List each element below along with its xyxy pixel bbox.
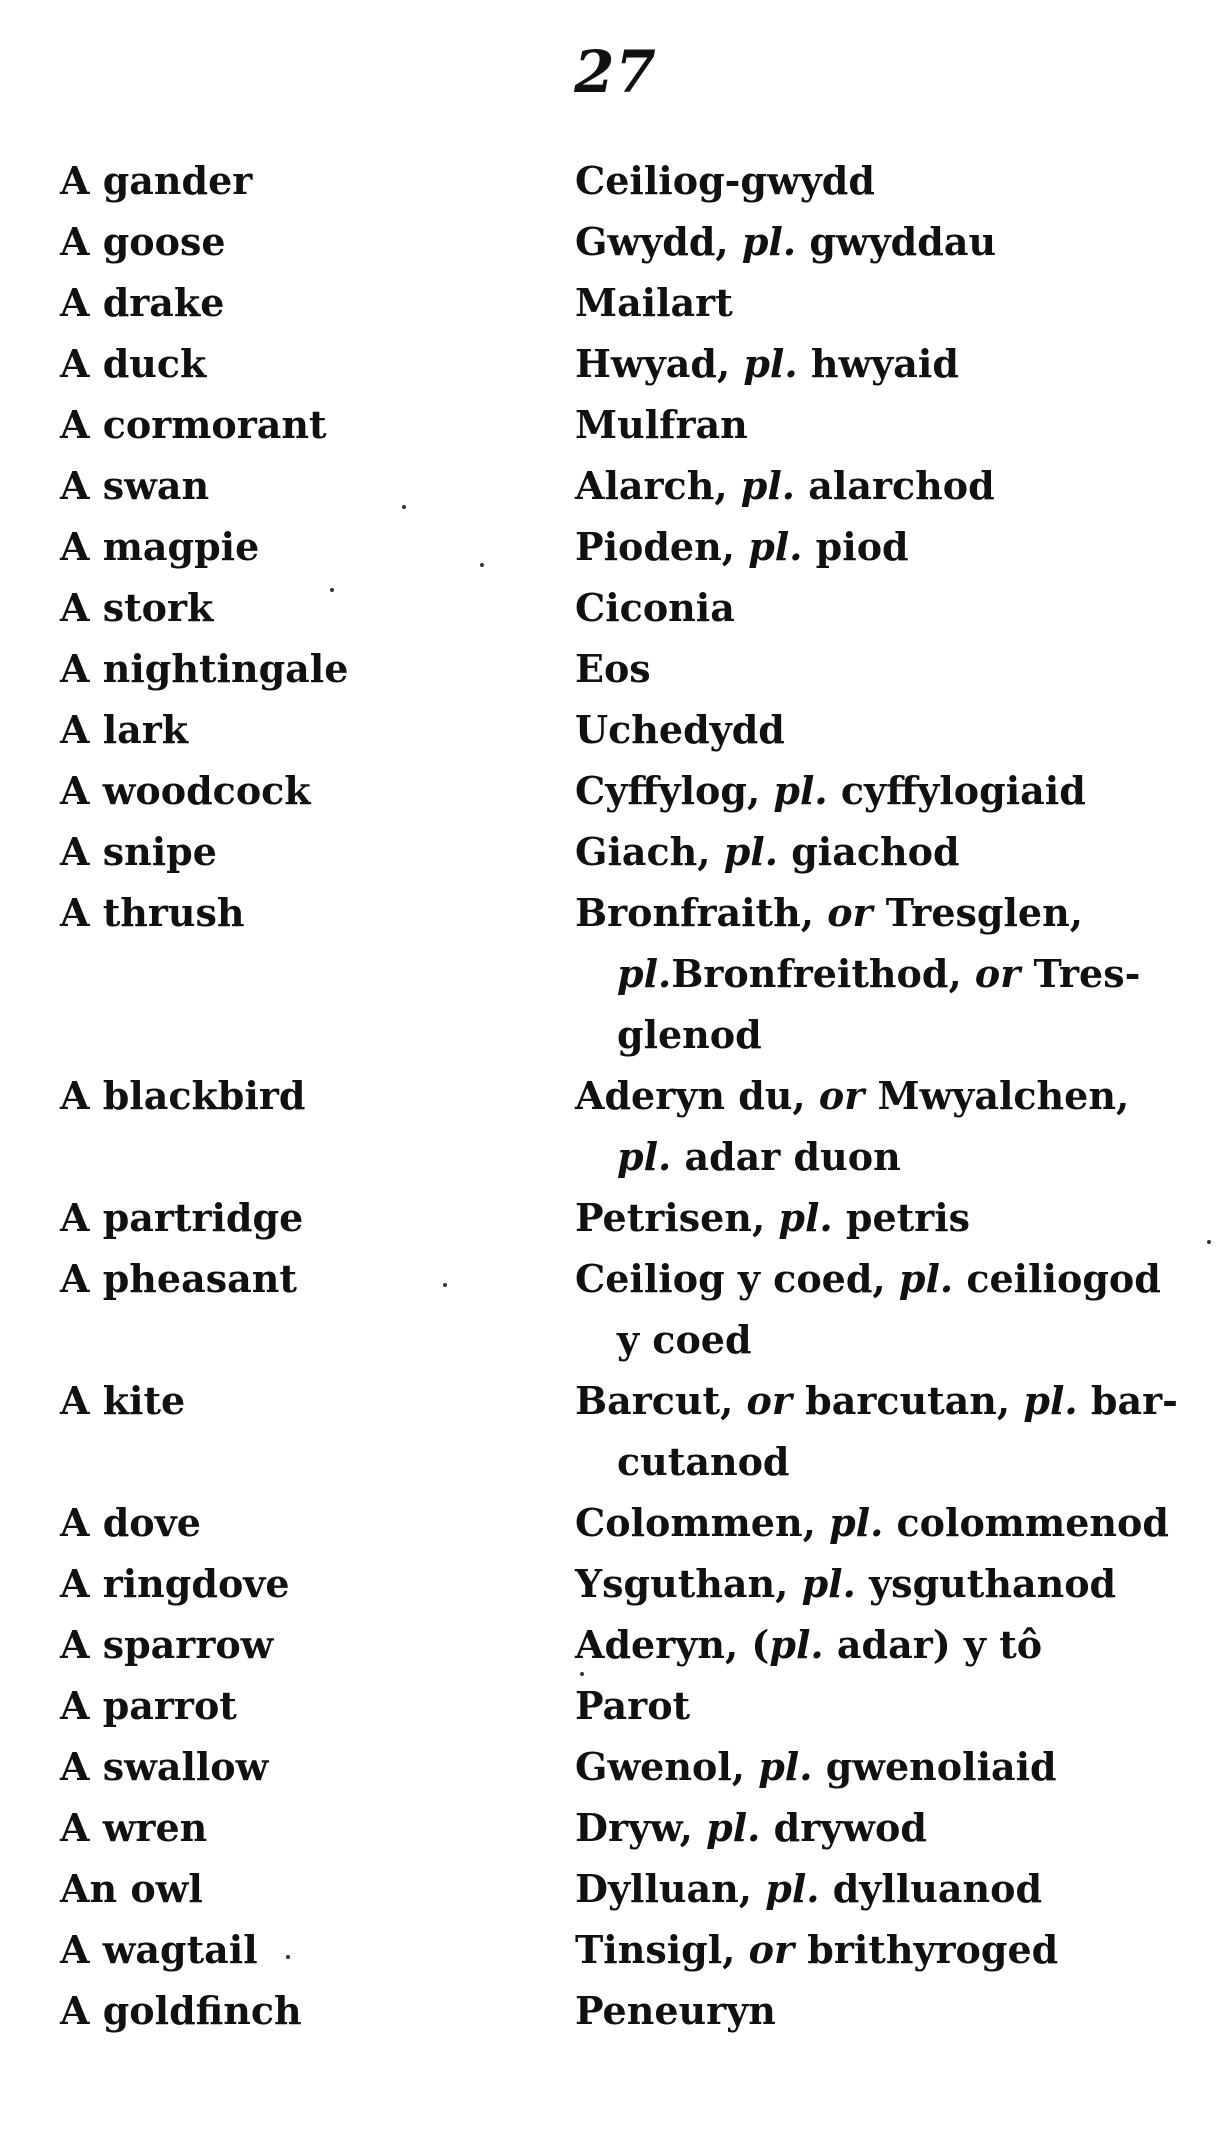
translation-text: Dryw,: [575, 1805, 707, 1850]
vocabulary-row: [0, 1370, 1231, 1492]
translation-text: Mailart: [575, 280, 733, 325]
english-term: A goose: [60, 219, 226, 264]
english-term: A lark: [60, 707, 189, 752]
welsh-translation: [575, 699, 1095, 760]
welsh-translation: [575, 1736, 1095, 1797]
welsh-translation: [575, 1187, 1095, 1248]
italic-abbreviation: pl.: [801, 1561, 856, 1606]
translation-text: Dylluan,: [575, 1866, 766, 1911]
english-term: A woodcock: [60, 768, 311, 813]
italic-abbreviation: pl.: [617, 1134, 672, 1179]
welsh-translation: [575, 150, 1095, 211]
english-term: A thrush: [60, 890, 245, 935]
italic-abbreviation: or: [974, 951, 1021, 996]
translation-line: [575, 150, 1095, 211]
translation-text: drywod: [760, 1805, 927, 1850]
italic-abbreviation: or: [748, 1927, 795, 1972]
translation-line: [575, 1614, 1095, 1675]
italic-abbreviation: or: [827, 890, 873, 935]
italic-abbreviation: pl.: [765, 1866, 820, 1911]
vocabulary-row: [0, 1980, 1231, 2041]
translation-text: giachod: [777, 829, 960, 874]
welsh-translation: [575, 455, 1095, 516]
translation-text: Aderyn, (: [575, 1622, 770, 1667]
translation-text: glenod: [617, 1012, 762, 1057]
italic-abbreviation: pl.: [741, 219, 797, 264]
welsh-translation: [575, 333, 1095, 394]
translation-text: Tresglen,: [872, 890, 1083, 935]
translation-line: [575, 1065, 1130, 1126]
welsh-translation: [575, 1614, 1095, 1675]
english-term: A magpie: [60, 524, 260, 569]
english-term: A gander: [60, 158, 253, 203]
translation-text: colommenod: [883, 1500, 1169, 1545]
translation-text: Tinsigl,: [575, 1927, 749, 1972]
translation-text: Ysguthan,: [575, 1561, 802, 1606]
translation-line: [575, 1187, 1095, 1248]
translation-text: Hwyad,: [575, 341, 744, 386]
translation-line: [575, 1797, 1095, 1858]
translation-line: [575, 1431, 1095, 1492]
vocabulary-row: [0, 394, 1231, 455]
english-term: A ringdove: [60, 1561, 290, 1606]
page-number: 27: [574, 38, 657, 106]
translation-text: Gwenol,: [575, 1744, 759, 1789]
translation-text: Mwyalchen,: [864, 1073, 1130, 1118]
welsh-translation: [575, 577, 1095, 638]
translation-text: y coed: [617, 1317, 752, 1362]
welsh-translation: [575, 1858, 1095, 1919]
english-term: A duck: [60, 341, 207, 386]
translation-text: ceiliogod: [953, 1256, 1161, 1301]
translation-text: Ceiliog-gwydd: [575, 158, 875, 203]
english-term: A pheasant: [60, 1256, 297, 1301]
translation-line: [575, 699, 1095, 760]
print-speck: [286, 1955, 290, 1959]
italic-abbreviation: pl.: [778, 1195, 833, 1240]
print-speck: [580, 1672, 584, 1676]
welsh-translation: [575, 1980, 1095, 2041]
english-term: A wren: [60, 1805, 208, 1850]
vocabulary-row: [0, 638, 1231, 699]
translation-line: [575, 211, 1095, 272]
translation-line: [575, 1309, 1095, 1370]
vocabulary-row: [0, 1919, 1231, 1980]
welsh-translation: [575, 1065, 1130, 1187]
translation-text: Parot: [575, 1683, 691, 1728]
vocabulary-row: [0, 455, 1231, 516]
vocabulary-row: [0, 1797, 1231, 1858]
welsh-translation: [575, 1370, 1178, 1492]
translation-text: Peneuryn: [575, 1988, 776, 2033]
english-term: A swallow: [60, 1744, 269, 1789]
translation-text: Tres-: [1020, 951, 1141, 996]
vocabulary-row: [0, 699, 1231, 760]
italic-abbreviation: pl.: [769, 1622, 824, 1667]
print-speck: [443, 1283, 447, 1287]
translation-line: [575, 1858, 1095, 1919]
italic-abbreviation: pl.: [748, 524, 803, 569]
italic-abbreviation: pl.: [617, 951, 672, 996]
welsh-translation: [575, 821, 1095, 882]
english-term: A parrot: [60, 1683, 237, 1728]
translation-line: [575, 1126, 1095, 1187]
english-term: A swan: [60, 463, 210, 508]
vocabulary-row: [0, 150, 1231, 211]
english-term: A cormorant: [60, 402, 327, 447]
translation-text: Mulfran: [575, 402, 748, 447]
translation-text: Eos: [575, 646, 651, 691]
english-term: A snipe: [60, 829, 217, 874]
translation-line: [575, 943, 1141, 1004]
translation-line: [575, 455, 1095, 516]
translation-line: [575, 760, 1095, 821]
vocabulary-row: [0, 1858, 1231, 1919]
english-term: A stork: [60, 585, 214, 630]
welsh-translation: [575, 394, 1095, 455]
translation-text: ysguthanod: [855, 1561, 1117, 1606]
english-term: A drake: [60, 280, 225, 325]
welsh-translation: [575, 516, 1095, 577]
translation-text: Cyffylog,: [575, 768, 774, 813]
vocabulary-row: [0, 1675, 1231, 1736]
translation-text: bar-: [1077, 1378, 1178, 1423]
vocabulary-row: [0, 1248, 1231, 1370]
translation-line: [575, 272, 1095, 333]
vocabulary-row: [0, 1553, 1231, 1614]
print-speck: [402, 505, 406, 509]
welsh-translation: [575, 760, 1095, 821]
translation-text: Giach,: [575, 829, 724, 874]
translation-text: Barcut,: [575, 1378, 747, 1423]
english-term: A sparrow: [60, 1622, 274, 1667]
welsh-translation: [575, 1797, 1095, 1858]
translation-text: Petrisen,: [575, 1195, 779, 1240]
translation-text: Ciconia: [575, 585, 735, 630]
translation-line: [575, 1370, 1178, 1431]
vocabulary-row: [0, 211, 1231, 272]
italic-abbreviation: or: [746, 1378, 792, 1423]
translation-text: Gwydd,: [575, 219, 742, 264]
translation-text: Alarch,: [575, 463, 741, 508]
translation-text: gwenoliaid: [812, 1744, 1057, 1789]
italic-abbreviation: pl.: [773, 768, 828, 813]
translation-text: adar duon: [671, 1134, 901, 1179]
translation-text: brithyroged: [794, 1927, 1059, 1972]
translation-line: [575, 1675, 1095, 1736]
translation-text: alarchod: [795, 463, 995, 508]
english-term: A dove: [60, 1500, 201, 1545]
translation-text: Colommen,: [575, 1500, 830, 1545]
translation-line: [575, 1248, 1161, 1309]
english-term: A goldfinch: [60, 1988, 302, 2033]
vocabulary-row: [0, 1065, 1231, 1187]
print-speck: [480, 563, 484, 567]
vocabulary-row: [0, 1492, 1231, 1553]
italic-abbreviation: pl.: [706, 1805, 761, 1850]
translation-line: [575, 333, 1095, 394]
translation-text: Pioden,: [575, 524, 749, 569]
vocabulary-row: [0, 272, 1231, 333]
vocabulary-row: [0, 516, 1231, 577]
translation-line: [575, 1553, 1117, 1614]
translation-text: Bronfreithod,: [671, 951, 975, 996]
translation-line: [575, 1492, 1169, 1553]
translation-text: petris: [832, 1195, 971, 1240]
welsh-translation: [575, 882, 1141, 1065]
translation-line: [575, 577, 1095, 638]
print-speck: [1207, 1240, 1211, 1244]
english-term: A kite: [60, 1378, 186, 1423]
vocabulary-list: [0, 150, 1231, 2041]
welsh-translation: [575, 638, 1095, 699]
welsh-translation: [575, 1919, 1095, 1980]
translation-text: cutanod: [617, 1439, 790, 1484]
italic-abbreviation: pl.: [1023, 1378, 1078, 1423]
translation-text: Aderyn du,: [575, 1073, 819, 1118]
translation-text: Uchedydd: [575, 707, 785, 752]
translation-line: [575, 1980, 1095, 2041]
translation-line: [575, 394, 1095, 455]
translation-line: [575, 516, 1095, 577]
welsh-translation: [575, 1675, 1095, 1736]
vocabulary-row: [0, 760, 1231, 821]
vocabulary-row: [0, 333, 1231, 394]
english-term: A wagtail: [60, 1927, 258, 1972]
vocabulary-row: [0, 577, 1231, 638]
vocabulary-row: [0, 1614, 1231, 1675]
welsh-translation: [575, 1553, 1117, 1614]
italic-abbreviation: pl.: [829, 1500, 884, 1545]
translation-text: adar) y tô: [823, 1622, 1043, 1667]
welsh-translation: [575, 272, 1095, 333]
english-term: An owl: [60, 1866, 203, 1911]
italic-abbreviation: pl.: [743, 341, 798, 386]
translation-line: [575, 1004, 1095, 1065]
translation-text: dylluanod: [819, 1866, 1043, 1911]
print-speck: [330, 588, 334, 592]
translation-text: Bronfraith,: [575, 890, 828, 935]
italic-abbreviation: pl.: [740, 463, 796, 508]
vocabulary-row: [0, 1736, 1231, 1797]
welsh-translation: [575, 211, 1095, 272]
translation-line: [575, 1736, 1095, 1797]
translation-text: cyffylogiaid: [827, 768, 1086, 813]
translation-line: [575, 638, 1095, 699]
italic-abbreviation: pl.: [758, 1744, 813, 1789]
translation-text: barcutan,: [791, 1378, 1024, 1423]
italic-abbreviation: pl.: [898, 1256, 954, 1301]
translation-line: [575, 882, 1095, 943]
translation-text: Ceiliog y coed,: [575, 1256, 899, 1301]
english-term: A partridge: [60, 1195, 304, 1240]
english-term: A nightingale: [60, 646, 349, 691]
vocabulary-row: [0, 821, 1231, 882]
english-term: A blackbird: [60, 1073, 306, 1118]
translation-text: hwyaid: [797, 341, 959, 386]
welsh-translation: [575, 1492, 1169, 1553]
translation-text: gwyddau: [796, 219, 997, 264]
vocabulary-row: [0, 1187, 1231, 1248]
italic-abbreviation: pl.: [723, 829, 778, 874]
italic-abbreviation: or: [818, 1073, 865, 1118]
vocabulary-row: [0, 882, 1231, 1065]
translation-line: [575, 821, 1095, 882]
translation-line: [575, 1919, 1095, 1980]
translation-text: piod: [802, 524, 909, 569]
welsh-translation: [575, 1248, 1161, 1370]
